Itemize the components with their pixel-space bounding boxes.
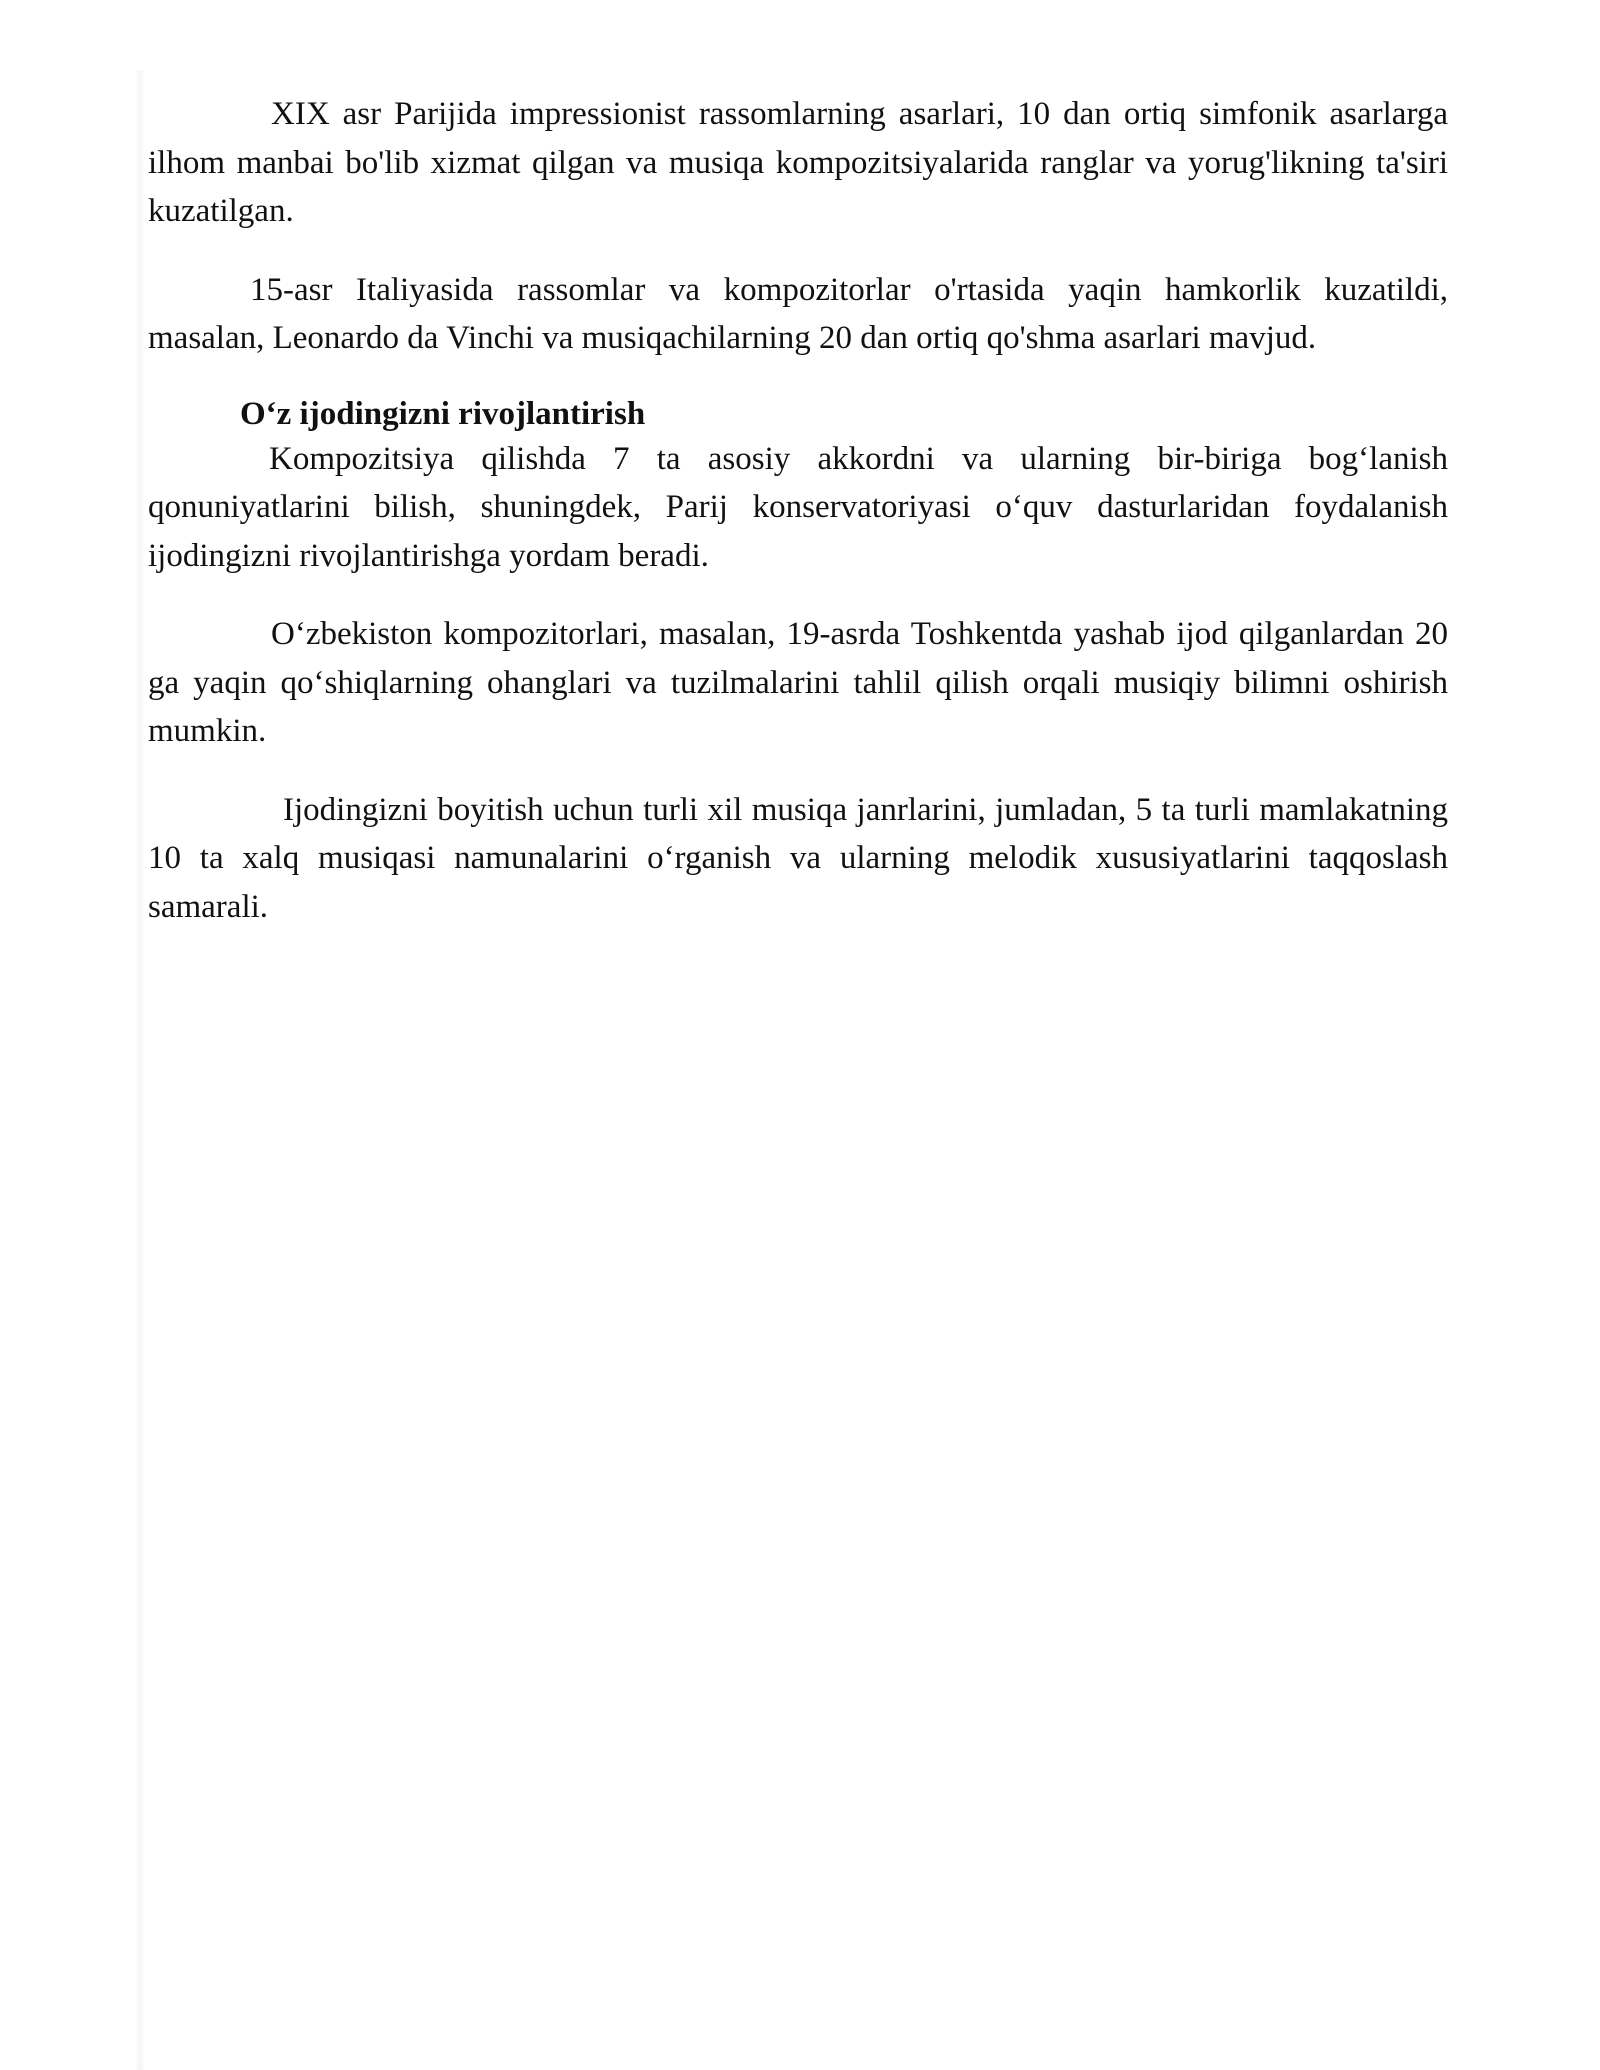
paragraph-italy-collaboration: 15-asr Italiyasida rassomlar va kompozitorlar o'rtasida yaqin hamkorlik kuzatildi, masalan, Leonardo da Vinchi va musiqachilarning 20 dan ortiq qo'shma asarlari mavjud. — [148, 271, 1448, 356]
paragraph-uzbek-composers: O‘zbekiston kompozitorlari, masalan, 19-asrda Toshkentda yashab ijod qilganlardan 20 ga yaqin qo‘shiqlarning ohanglari va tuzilmalarini tahlil qilish orqali musiqiy bilimni oshirish mumkin. — [148, 616, 1448, 749]
section-heading: O‘z ijodingizni rivojlantirish — [240, 395, 646, 432]
paragraph-chords: Kompozitsiya qilishda 7 ta asosiy akkordni va ularning bir-biriga bog‘lanish qonuniyatlarini bilish, shuningdek, Parij konservatoriyasi o‘quv dasturlaridan foydalanish ijodingizni rivojlantirishga yordam beradi. — [148, 440, 1448, 574]
document-body — [148, 90, 1448, 931]
page-edge-shadow — [136, 70, 144, 2070]
paragraph-impressionists: XIX asr Parijida impressionist rassomlarning asarlari, 10 dan ortiq simfonik asarlarga ilhom manbai bo'lib xizmat qilgan va musiqa kompozitsiyalarida ranglar va yorug'likning ta'siri kuzatilgan. — [148, 96, 1448, 229]
paragraph-folk-music: Ijodingizni boyitish uchun turli xil musiqa janrlarini, jumladan, 5 ta turli mamlakatning 10 ta xalq musiqasi namunalarini o‘rganish va ularning melodik xususiyatlarini taqqoslash samarali. — [148, 791, 1448, 925]
